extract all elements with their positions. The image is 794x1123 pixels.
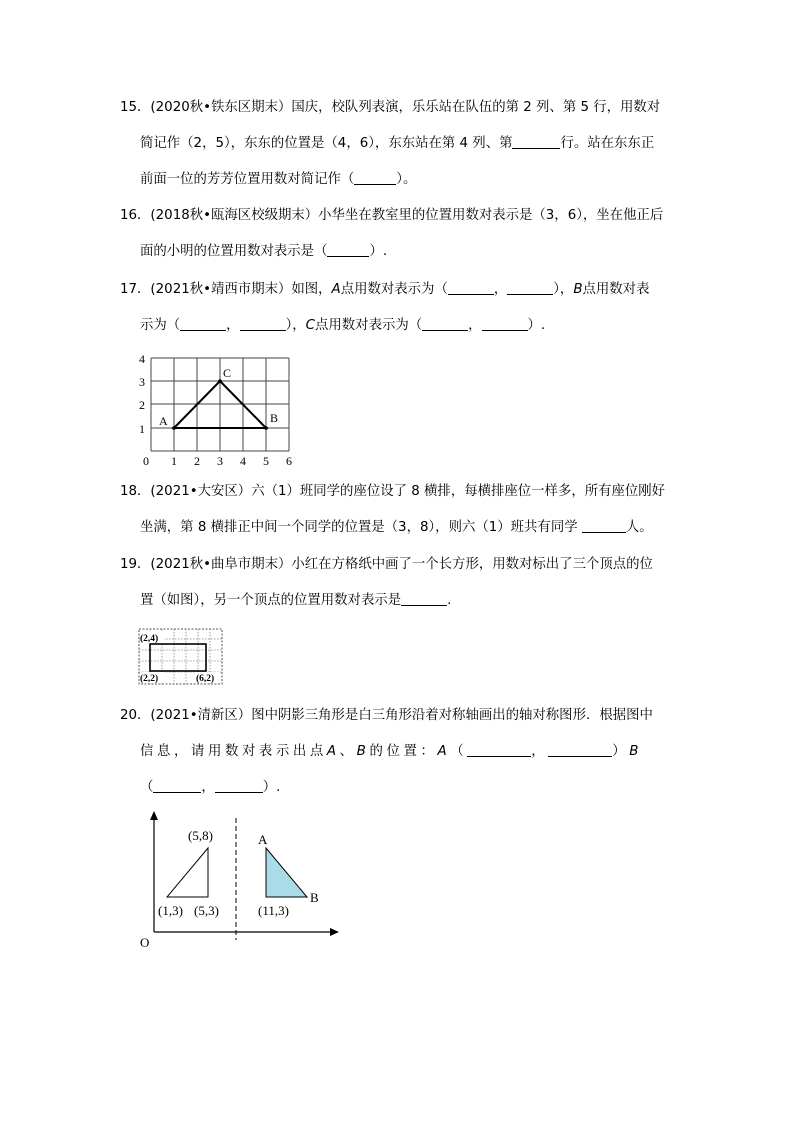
q20-line3: （ ， ）.: [140, 780, 281, 795]
question-18: [120, 474, 680, 546]
x-tick-6: 6: [286, 454, 292, 468]
grid-lines: [151, 358, 289, 451]
answer-blank[interactable]: [512, 134, 560, 149]
y-tick-1: 1: [139, 422, 145, 436]
label-b: B: [310, 890, 319, 905]
label-shaded-bl: (11,3): [258, 903, 289, 918]
y-tick-3: 3: [139, 375, 145, 389]
question-16: [120, 198, 680, 270]
answer-blank[interactable]: [482, 316, 528, 331]
x-tick-0: 0: [143, 454, 149, 468]
shaded-triangle: [266, 848, 307, 897]
x-tick-1: 1: [171, 454, 177, 468]
point-b: [264, 426, 268, 430]
q16-line1: 16．(2018秋•瓯海区校级期末）小华坐在教室里的位置用数对表示是（3，6），坐在他正后: [120, 208, 664, 223]
q19-line1: 19．(2021秋•曲阜市期末）小红在方格纸中画了一个长方形，用数对标出了三个顶点的位: [120, 557, 653, 572]
answer-blank[interactable]: [422, 316, 468, 331]
q15-line1: 15．(2020秋•铁东区期末）国庆，校队列表演，乐乐站在队伍的第 2 列、第 5 行，用数对: [120, 100, 661, 115]
answer-blank[interactable]: [548, 742, 612, 757]
q15-line3: 前面一位的芳芳位置用数对简记作（ ）。: [140, 172, 417, 187]
answer-blank[interactable]: [180, 316, 226, 331]
label-a: A: [159, 414, 168, 428]
label-br: (6,2): [196, 674, 215, 684]
label-tl: (2,4): [140, 634, 159, 644]
x-tick-4: 4: [240, 454, 246, 468]
point-a: [172, 426, 176, 430]
label-top: (5,8): [188, 828, 213, 843]
answer-blank[interactable]: [467, 742, 531, 757]
q18-line2: 坐满，第 8 横排正中间一个同学的位置是（3，8），则六（1）班共有同学 人。: [140, 520, 653, 535]
question-15: [120, 90, 680, 198]
q17-line2: 示为（ ， ），C点用数对表示为（ ， ）.: [140, 318, 546, 333]
label-a: A: [258, 832, 268, 847]
origin-label: O: [140, 935, 150, 950]
label-b: B: [270, 411, 279, 425]
question-17: [120, 272, 680, 344]
answer-blank[interactable]: [327, 242, 369, 257]
answer-blank[interactable]: [240, 316, 286, 331]
x-tick-2: 2: [194, 454, 200, 468]
answer-blank[interactable]: [354, 170, 396, 185]
x-tick-3: 3: [217, 454, 223, 468]
label-bl: (2,2): [140, 674, 159, 684]
y-tick-4: 4: [139, 352, 145, 366]
q20-line1: 20．(2021•清新区）图中阴影三角形是白三角形沿着对称轴画出的轴对称图形．根据图中: [120, 708, 653, 723]
q19-grid-figure: [138, 628, 224, 686]
x-axis-arrow: [330, 928, 339, 936]
answer-blank[interactable]: [401, 591, 447, 606]
x-tick-5: 5: [263, 454, 269, 468]
answer-blank[interactable]: [507, 280, 553, 295]
answer-blank[interactable]: [582, 518, 626, 533]
q16-line2: 面的小明的位置用数对表示是（ ）.: [140, 244, 388, 259]
question-19: [120, 547, 680, 619]
point-c: [218, 379, 222, 383]
answer-blank[interactable]: [153, 778, 201, 793]
label-br: (5,3): [194, 903, 219, 918]
q17-line1: 17．(2021秋•靖西市期末）如图，A点用数对表示为（ ， ），B点用数对表: [120, 282, 650, 297]
answer-blank[interactable]: [448, 280, 494, 295]
label-c: C: [223, 366, 232, 380]
q17-grid-figure: [136, 352, 298, 472]
answer-blank[interactable]: [215, 778, 263, 793]
y-tick-2: 2: [139, 398, 145, 412]
question-20: [120, 698, 680, 806]
y-axis-arrow: [150, 811, 158, 820]
q20-line2: 信息，请用数对表示出点A、B的位置：A（ ， ）B: [140, 744, 642, 759]
label-bl: (1,3): [158, 903, 183, 918]
white-triangle: [167, 848, 208, 897]
q15-line2: 简记作（2，5），东东的位置是（4，6），东东站在第 4 列、第 行。站在东东正: [140, 136, 655, 151]
q19-line2: 置（如图），另一个顶点的位置用数对表示是 .: [140, 593, 452, 608]
q20-coordinate-figure: [134, 808, 344, 952]
q18-line1: 18．(2021•大安区）六（1）班同学的座位设了 8 横排，每横排座位一样多，所有座位刚好: [120, 484, 666, 499]
